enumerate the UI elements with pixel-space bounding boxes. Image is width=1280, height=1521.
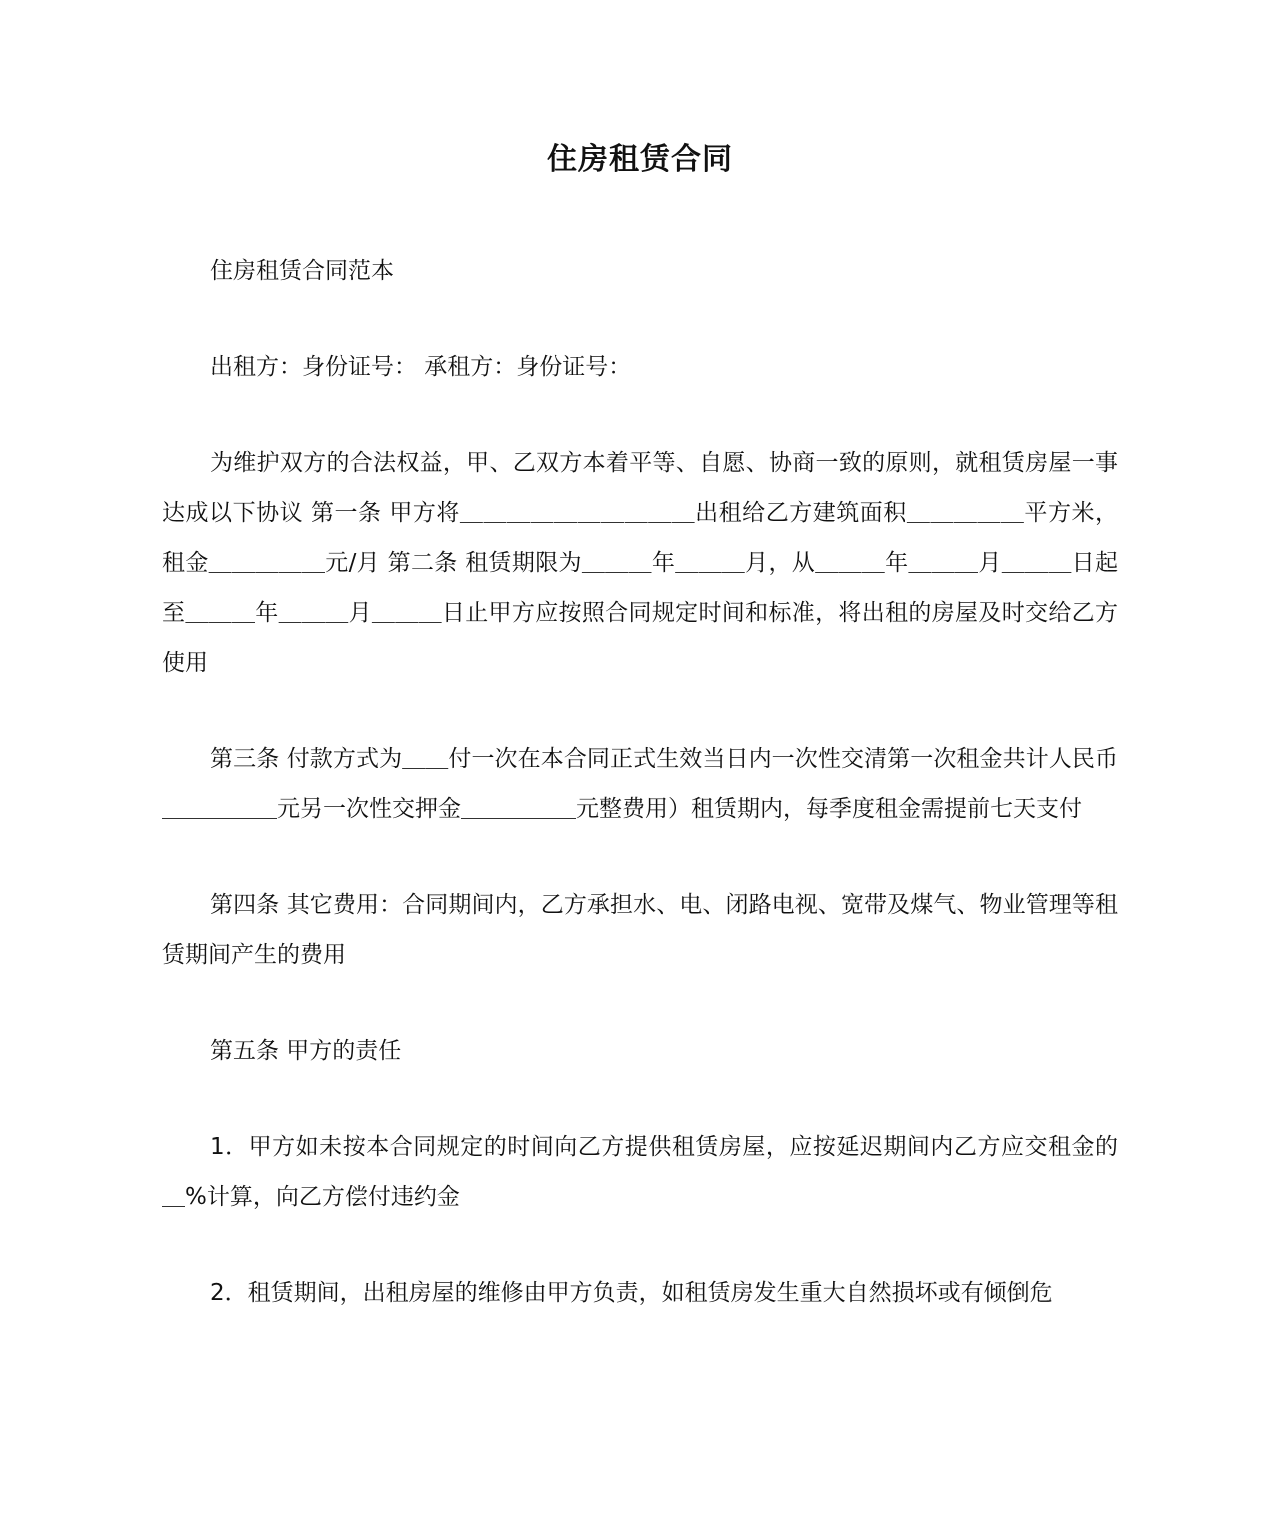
article-3-paragraph: 第三条 付款方式为＿＿付一次在本合同正式生效当日内一次性交清第一次租金共计人民币＿＿＿＿＿元另一次性交押金＿＿＿＿＿元整费用）租赁期内，每季度租金需提前七天支付 — [162, 746, 1118, 822]
article-5-heading: 第五条 甲方的责任 — [210, 1038, 402, 1064]
article-1-2-paragraph: 为维护双方的合法权益，甲、乙双方本着平等、自愿、协商一致的原则，就租赁房屋一事达成以下协议 第一条 甲方将＿＿＿＿＿＿＿＿＿＿出租给乙方建筑面积＿＿＿＿＿平方米，租金＿＿＿＿＿元/月 第二条 租赁期限为＿＿＿年＿＿＿月，从＿＿＿年＿＿＿月＿＿＿日起至＿＿＿年＿＿＿月＿＿＿日止甲方应按照合同规定时间和标准，将出租的房屋及时交给乙方使用 — [162, 450, 1118, 676]
subtitle-paragraph: 住房租赁合同范本 — [210, 258, 394, 284]
document-body — [162, 246, 1118, 1318]
parties-paragraph: 出租方：身份证号： 承租方：身份证号： — [210, 354, 632, 380]
clause-1-paragraph: 1．甲方如未按本合同规定的时间向乙方提供租赁房屋，应按延迟期间内乙方应交租金的＿%计算，向乙方偿付违约金 — [162, 1134, 1118, 1210]
clause-2-paragraph: 2．租赁期间，出租房屋的维修由甲方负责，如租赁房发生重大自然损坏或有倾倒危 — [210, 1280, 1053, 1306]
document-title: 住房租赁合同 — [547, 142, 733, 177]
article-4-paragraph: 第四条 其它费用：合同期间内，乙方承担水、电、闭路电视、宽带及煤气、物业管理等租赁期间产生的费用 — [162, 892, 1118, 968]
